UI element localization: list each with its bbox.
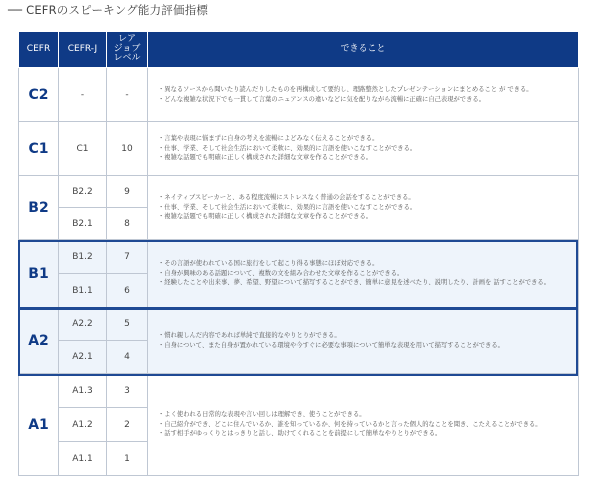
level-c1: C1 <box>19 122 59 176</box>
cefrj-b1-1: B1.1 <box>59 274 107 308</box>
rarejob-c2: - <box>107 68 148 122</box>
level-a1: A1 <box>19 374 59 476</box>
header-can-do: できること <box>148 32 579 68</box>
desc-b1 <box>148 240 579 308</box>
desc-b1-3: ・経験したことや出来事、夢、希望、野望について描写することができ、簡単に意見を述べたり、説明したり、計画を 話すことができる。 <box>158 279 551 287</box>
cefrj-a1-2: A1.2 <box>59 408 107 442</box>
rarejob-b2-1: 8 <box>107 208 148 240</box>
header-rarejob-line2: ジョブ <box>113 43 141 54</box>
table-header-row <box>19 32 579 68</box>
desc-b2-3: ・複雑な話題でも明確に正しく構成された詳細な文章を作ることができる。 <box>158 213 373 221</box>
header-cefr: CEFR <box>19 32 59 68</box>
desc-c1-2: ・仕事、学業、そして社会生活において柔軟に、効果的に言語を使いこなすことができる。 <box>158 144 417 152</box>
header-rarejob-line3: レベル <box>113 53 141 64</box>
rarejob-b1-1: 6 <box>107 274 148 308</box>
level-b1: B1 <box>19 240 59 308</box>
table-row-c2 <box>19 68 579 122</box>
cefrj-b2-2: B2.2 <box>59 176 107 208</box>
cefrj-a2-2: A2.2 <box>59 308 107 341</box>
table-row-a1-3 <box>19 374 579 408</box>
desc-a1-1: ・よく使われる日常的な表現や言い回しは理解でき、使うことができる。 <box>158 410 366 418</box>
rarejob-a1-1: 1 <box>107 442 148 476</box>
desc-b2-1: ・ネイティブスピーカーと、ある程度流暢にストレスなく普通の会話をすることができる。 <box>158 193 415 201</box>
desc-b2-2: ・仕事、学業、そして社会生活において柔軟に、効果的に言語を使いこなすことができる。 <box>158 203 417 211</box>
cefrj-a1-3: A1.3 <box>59 374 107 408</box>
desc-a2 <box>148 308 579 374</box>
desc-a2-2: ・自身について、また自身が置かれている環境や今すぐに必要な事項について簡単な表現を用いて描写することができる。 <box>158 341 504 349</box>
table-row-b1-2 <box>19 240 579 274</box>
rarejob-a1-3: 3 <box>107 374 148 408</box>
desc-a2-1: ・慣れ親しんだ内容であれば単純で直接的なやりとりができる。 <box>158 331 341 339</box>
desc-b2 <box>148 176 579 240</box>
cefrj-c2: - <box>59 68 107 122</box>
desc-c2 <box>148 68 579 122</box>
level-c2: C2 <box>19 68 59 122</box>
cefrj-c1: C1 <box>59 122 107 176</box>
table-row-c1 <box>19 122 579 176</box>
cefrj-a2-1: A2.1 <box>59 341 107 374</box>
desc-c1-3: ・複雑な話題でも明確に正しく構成された詳細な文章を作ることができる。 <box>158 154 373 162</box>
header-rarejob-level <box>107 32 148 68</box>
page-title: ── CEFRのスピーキング能力評価指標 <box>8 3 209 17</box>
desc-a1-2: ・自己紹介ができ、どこに住んでいるか、誰を知っているか、何を持っているかと言った個人的なことを聞き、こたえることができる。 <box>158 420 542 428</box>
header-rarejob-line1: レア <box>117 34 136 45</box>
cefr-table <box>18 31 579 476</box>
level-a2: A2 <box>19 308 59 374</box>
table-row-a2-2 <box>19 308 579 341</box>
desc-a1-3: ・話す相手がゆっくりとはっきりと話し、助けてくれることを前提にして簡単なやりとりができる。 <box>158 430 442 438</box>
desc-c1-1: ・言葉や表現に悩まずに自身の考えを流暢によどみなく伝えることができる。 <box>158 134 379 142</box>
table-row-b2-2 <box>19 176 579 208</box>
desc-c2-2: ・どんな複雑な状況下でも一貫して言葉のニュアンスの違いなどに気を配りながら流暢に正確に自己表現ができる。 <box>158 95 485 103</box>
cefrj-b2-1: B2.1 <box>59 208 107 240</box>
header-cefrj: CEFR-J <box>59 32 107 68</box>
rarejob-a2-2: 5 <box>107 308 148 341</box>
rarejob-a1-2: 2 <box>107 408 148 442</box>
rarejob-b1-2: 7 <box>107 240 148 274</box>
desc-b1-1: ・その言語が使われている国に旅行をして起こり得る事態にほぼ対応できる。 <box>158 259 379 267</box>
rarejob-c1: 10 <box>107 122 148 176</box>
desc-b1-2: ・自身が興味のある話題について、複数の文を組み合わせた文章を作ることができる。 <box>158 269 404 277</box>
desc-c1 <box>148 122 579 176</box>
desc-a1 <box>148 374 579 476</box>
rarejob-b2-2: 9 <box>107 176 148 208</box>
level-b2: B2 <box>19 176 59 240</box>
cefrj-a1-1: A1.1 <box>59 442 107 476</box>
rarejob-a2-1: 4 <box>107 341 148 374</box>
cefrj-b1-2: B1.2 <box>59 240 107 274</box>
desc-c2-1: ・異なるソースから聞いたり読んだりしたものを再構成して要約し、理路整然としたプレゼンテーションにまとめること が できる。 <box>158 85 533 93</box>
